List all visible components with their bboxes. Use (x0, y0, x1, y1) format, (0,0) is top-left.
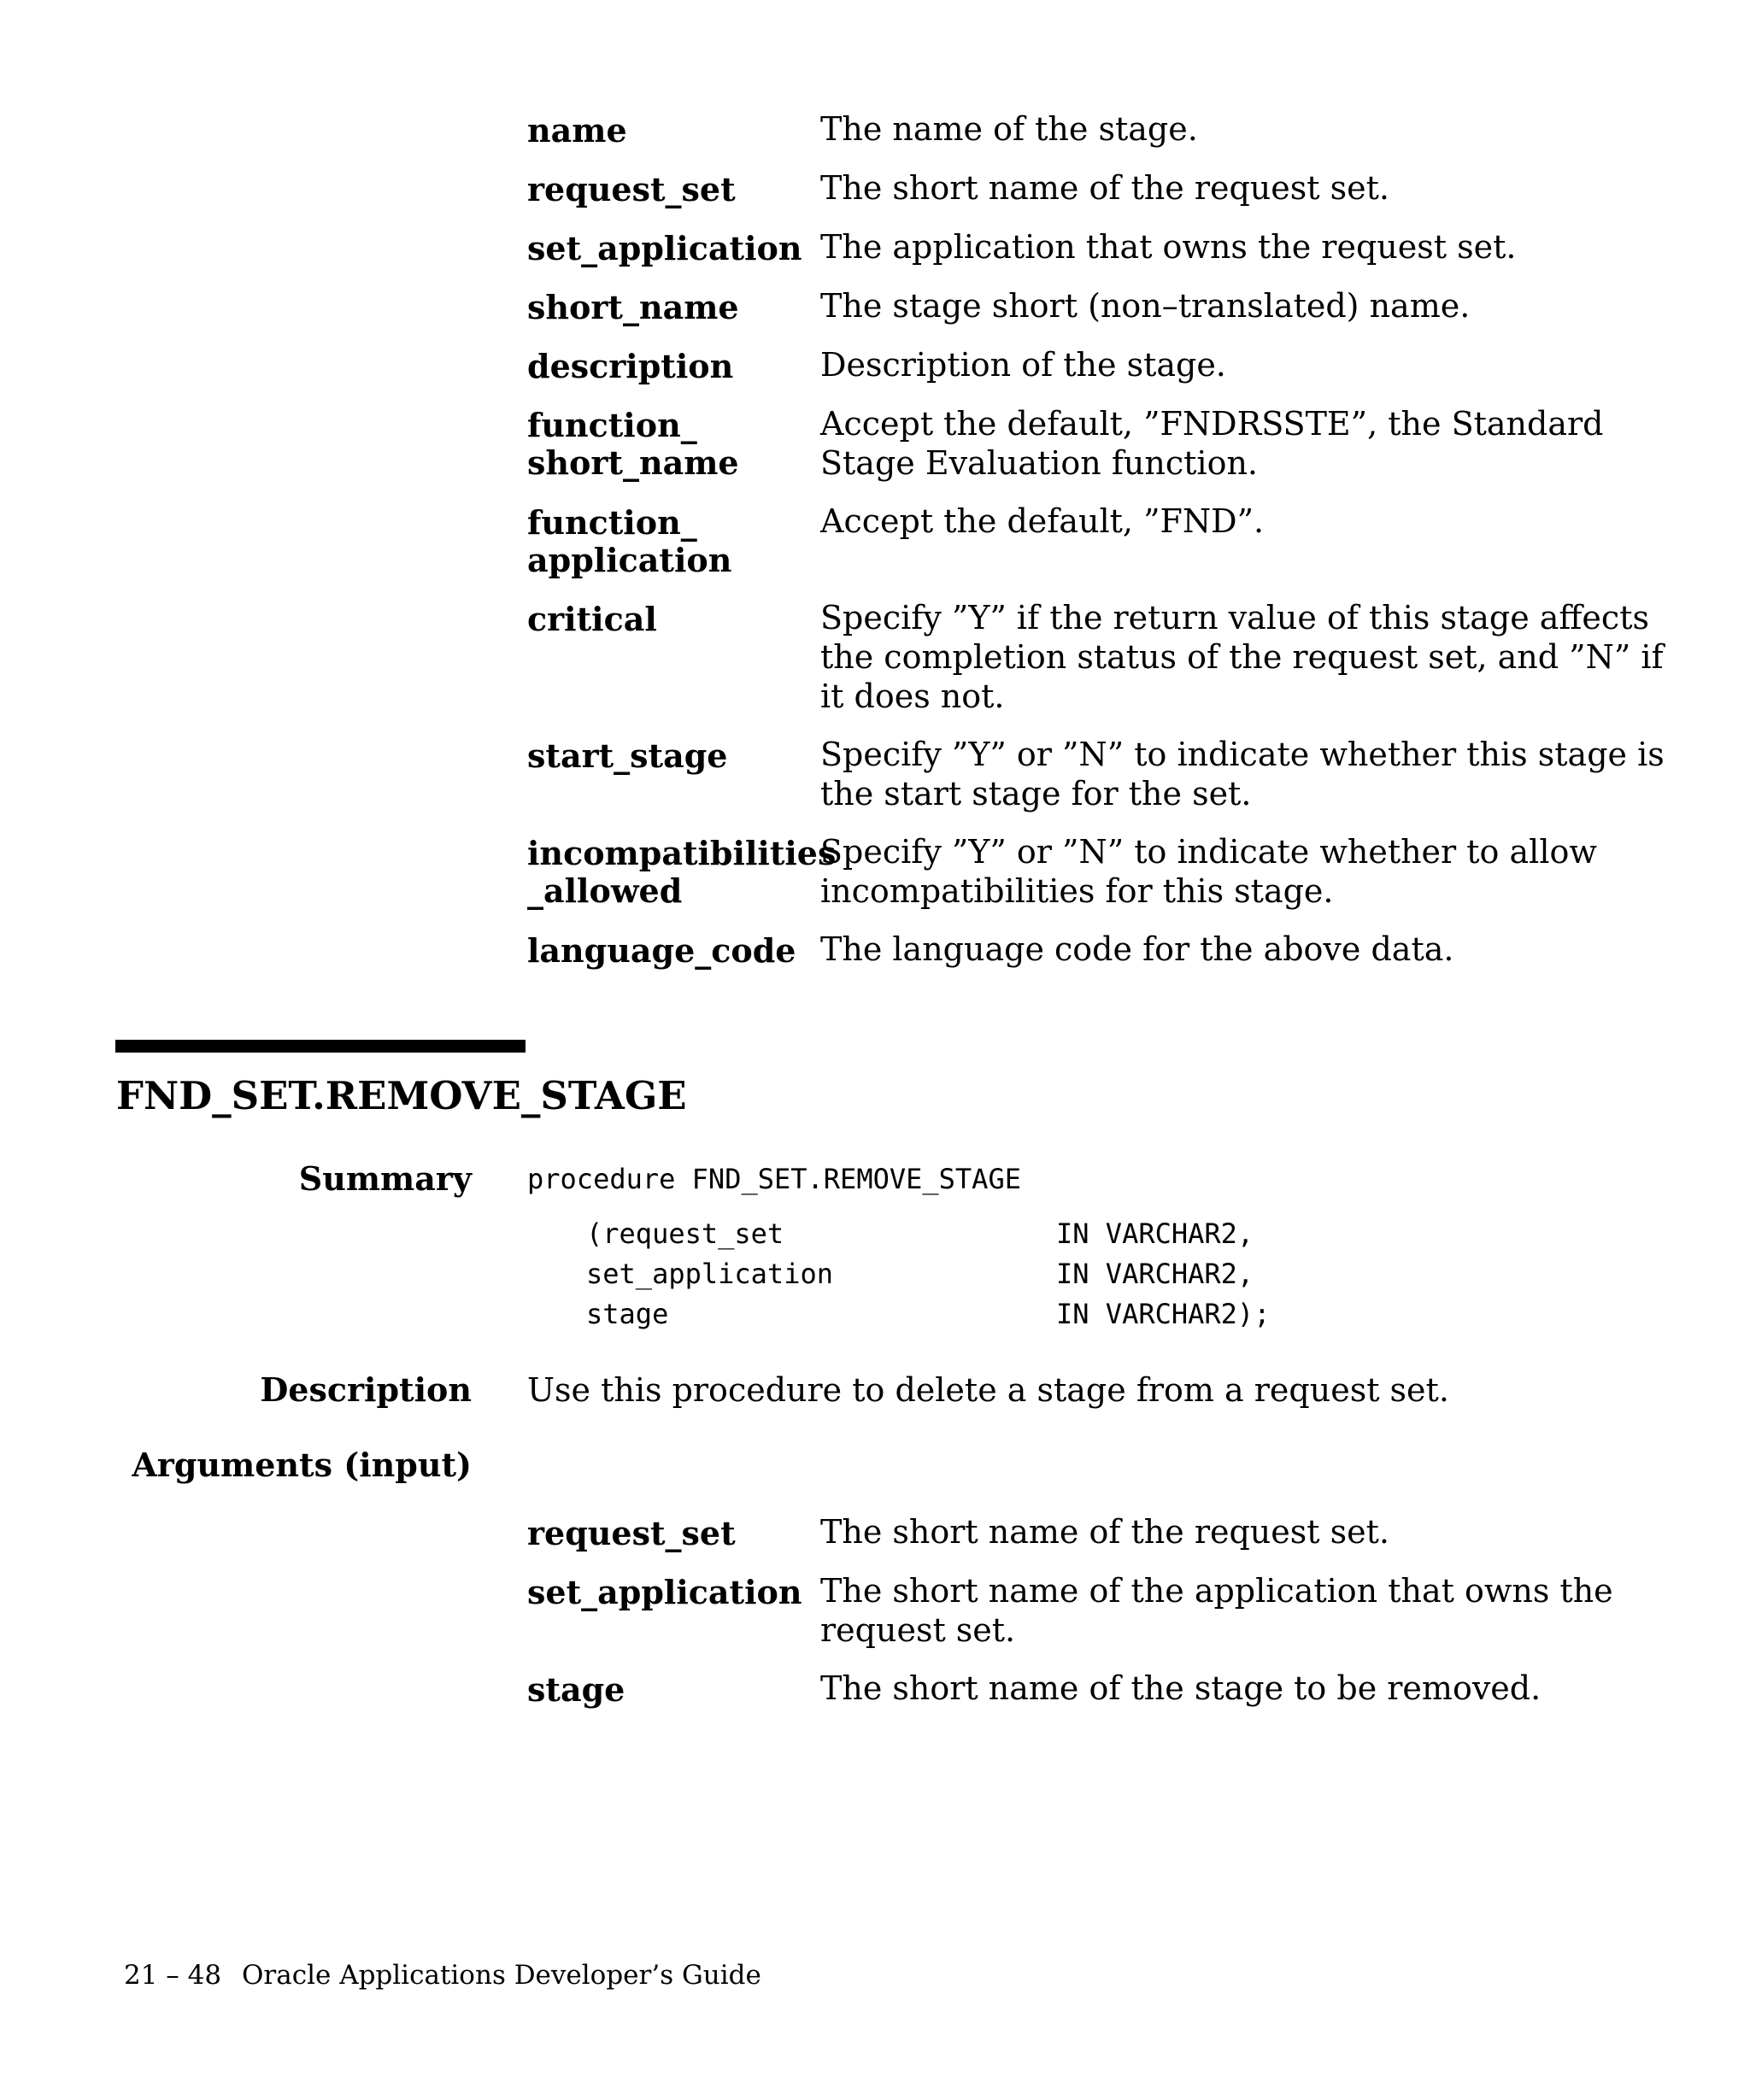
argument-description (820, 345, 1578, 384)
argument-name (527, 286, 820, 326)
argument-description-line: The stage short (non–translated) name. (820, 287, 1471, 325)
summary-procedure-line: procedure FND_SET.REMOVE_STAGE (527, 1163, 1021, 1195)
procedure-signature (586, 1214, 1270, 1334)
argument-description (820, 168, 1578, 208)
argument-description (820, 404, 1603, 483)
argument-row (527, 227, 1578, 267)
argument-name-line: start_stage (527, 736, 728, 775)
description-label: Description (260, 1370, 472, 1409)
arguments-input-label: Arguments (input) (132, 1446, 472, 1484)
argument-name (527, 598, 820, 638)
argument-name (527, 109, 820, 150)
signature-param-row (586, 1294, 1270, 1334)
argument-name-line: request_set (527, 1514, 736, 1552)
argument-description-line: Specify ”Y” or ”N” to indicate whether this stage is (820, 736, 1665, 773)
argument-name-line: _allowed (527, 871, 683, 910)
argument-name-line: incompatibilities (527, 834, 837, 872)
argument-row (527, 109, 1578, 150)
argument-description-line: it does not. (820, 678, 1005, 715)
signature-param-type: IN VARCHAR2, (1056, 1217, 1254, 1250)
argument-row (527, 345, 1578, 385)
argument-description-line: incompatibilities for this stage. (820, 872, 1334, 910)
argument-row (527, 1512, 1578, 1552)
argument-name-line: set_application (527, 229, 802, 267)
argument-row (527, 832, 1597, 911)
argument-description (820, 1571, 1613, 1650)
description-text: Use this procedure to delete a stage from a request set. (527, 1371, 1449, 1409)
argument-name-line: short_name (527, 288, 739, 326)
argument-name (527, 1571, 820, 1611)
argument-name (527, 1669, 820, 1709)
argument-description-line: The application that owns the request set. (820, 228, 1517, 266)
section-heading: FND_SET.REMOVE_STAGE (116, 1073, 687, 1118)
argument-description-line: The short name of the request set. (820, 1513, 1389, 1551)
argument-description (820, 598, 1664, 716)
signature-param-type: IN VARCHAR2); (1056, 1298, 1271, 1330)
argument-name-line: request_set (527, 170, 736, 208)
argument-row (527, 1669, 1578, 1709)
argument-description-line: Stage Evaluation function. (820, 444, 1258, 482)
argument-description-line: Accept the default, ”FNDRSSTE”, the Standard (820, 405, 1604, 443)
argument-description (820, 930, 1578, 969)
argument-description (820, 109, 1578, 149)
argument-row (527, 404, 1604, 483)
argument-description (820, 1669, 1578, 1708)
argument-description-line: The short name of the application that owns the (820, 1572, 1613, 1610)
signature-param-name: stage (586, 1298, 669, 1330)
argument-name (527, 735, 820, 775)
argument-name-line: critical (527, 600, 657, 638)
argument-name-line: stage (527, 1670, 625, 1709)
argument-name-line: set_application (527, 1573, 802, 1611)
argument-name (527, 227, 820, 267)
argument-row (527, 1571, 1613, 1650)
argument-name-line: language_code (527, 931, 796, 970)
argument-description-line: The short name of the stage to be removed. (820, 1669, 1542, 1707)
page-number: 21 – 48 (124, 1960, 222, 1991)
argument-row (527, 168, 1578, 208)
page-footer (124, 1959, 761, 1991)
argument-description (820, 227, 1578, 267)
argument-name (527, 168, 820, 208)
argument-description (820, 832, 1597, 911)
argument-description-line: Description of the stage. (820, 346, 1226, 384)
argument-row (527, 286, 1578, 326)
argument-name-line: function_ (527, 406, 697, 444)
argument-name (527, 930, 820, 970)
argument-description-line: The language code for the above data. (820, 930, 1454, 968)
argument-description (820, 286, 1578, 326)
argument-description-line: Specify ”Y” or ”N” to indicate whether to allow (820, 833, 1597, 871)
summary-label: Summary (298, 1159, 472, 1198)
argument-name (527, 502, 820, 579)
argument-row (527, 930, 1578, 970)
argument-description-line: The short name of the request set. (820, 169, 1389, 207)
argument-description-line: the start stage for the set. (820, 775, 1252, 812)
argument-name-line: application (527, 541, 732, 579)
signature-param-row (586, 1214, 1270, 1254)
argument-name (527, 404, 820, 482)
book-title: Oracle Applications Developer’s Guide (242, 1960, 761, 1991)
argument-description (820, 1512, 1578, 1552)
argument-description-line: Accept the default, ”FND”. (820, 502, 1265, 540)
signature-param-name: (request_set (586, 1217, 784, 1250)
argument-name (527, 832, 837, 910)
argument-description-line: the completion status of the request set, and ”N” if (820, 638, 1664, 676)
argument-description-line: Specify ”Y” if the return value of this stage affects (820, 599, 1649, 636)
argument-name-line: function_ (527, 503, 697, 542)
signature-param-row (586, 1254, 1270, 1294)
argument-name (527, 1512, 820, 1552)
argument-name (527, 345, 820, 385)
signature-param-type: IN VARCHAR2, (1056, 1258, 1254, 1290)
argument-description-line: request set. (820, 1611, 1016, 1649)
argument-row (527, 598, 1664, 716)
argument-row (527, 735, 1665, 813)
section-rule (115, 1040, 526, 1053)
argument-name-line: description (527, 347, 734, 385)
signature-param-name: set_application (586, 1258, 833, 1290)
argument-row (527, 502, 1578, 579)
stage-arguments-table (527, 109, 1665, 988)
argument-name-line: name (527, 111, 627, 150)
argument-description (820, 502, 1578, 541)
argument-description-line: The name of the stage. (820, 110, 1198, 148)
remove-stage-arguments-table (527, 1512, 1613, 1728)
argument-description (820, 735, 1665, 813)
argument-name-line: short_name (527, 443, 739, 482)
